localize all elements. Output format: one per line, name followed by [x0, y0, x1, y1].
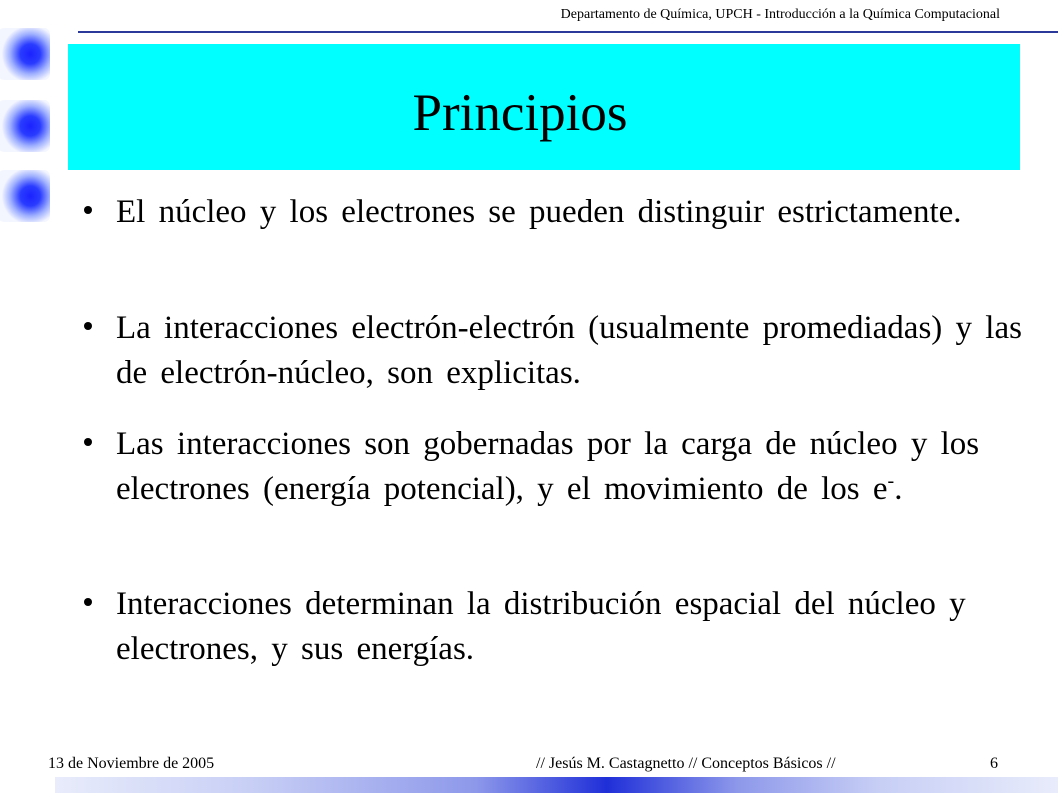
- blue-glow-square-icon: [0, 28, 50, 80]
- footer-gradient-bar: [55, 777, 1058, 793]
- bullet-icon: [84, 322, 92, 330]
- bullet-text: La interacciones electrón-electrón (usualmente promediadas) y las de electrón-núcleo, son explicitas.: [116, 310, 1022, 391]
- bullet-icon: [84, 206, 92, 214]
- bullet-text: [116, 422, 1026, 512]
- bullet-icon: [84, 438, 92, 446]
- bullet-suffix: .: [894, 471, 903, 507]
- slide-title: Principios: [412, 84, 628, 142]
- header-department: Departamento de Química, UPCH - Introducción a la Química Computacional: [560, 7, 1000, 22]
- footer-date: 13 de Noviembre de 2005: [48, 755, 215, 772]
- page-number: 6: [990, 755, 998, 772]
- blue-glow-square-icon: [0, 170, 50, 222]
- bullet-text: El núcleo y los electrones se pueden distinguir estrictamente.: [116, 194, 962, 230]
- header-divider: [78, 31, 1058, 33]
- footer-author: // Jesús M. Castagnetto // Conceptos Básicos //: [536, 755, 836, 772]
- electron-charge-superscript: -: [887, 470, 895, 492]
- bullet-icon: [84, 598, 92, 606]
- blue-glow-square-icon: [0, 100, 50, 152]
- bullet-main-text: Las interacciones son gobernadas por la carga de núcleo y los electrones (energía potencial), y el movimiento de los e: [116, 426, 980, 507]
- bullet-text: Interacciones determinan la distribución espacial del núcleo y electrones, y sus energías.: [116, 586, 966, 667]
